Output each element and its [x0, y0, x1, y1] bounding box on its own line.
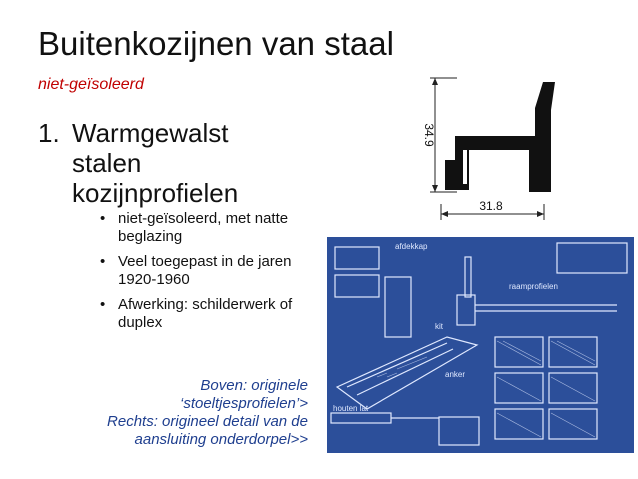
bullet-text: Afwerking: schilderwerk of duplex	[118, 296, 293, 331]
slide-subtitle: niet-geïsoleerd	[38, 76, 144, 93]
blueprint-label: kit	[435, 322, 443, 331]
image-caption	[38, 377, 308, 449]
bullet-dot-icon: •	[100, 296, 106, 313]
caption-line: ‘stoeltjesprofielen’>	[180, 395, 308, 412]
blueprint-label: houten lat	[333, 404, 369, 413]
profile-width-label: 31.8	[479, 199, 503, 213]
blueprint-label: raamprofielen	[509, 282, 558, 291]
blueprint-label: anker	[445, 370, 466, 379]
bullet-dot-icon: •	[100, 253, 106, 270]
caption-line: Rechts: origineel detail van de	[107, 413, 308, 430]
bullet-text: niet-geïsoleerd, met natte beglazing	[118, 210, 289, 245]
steel-profile-drawing	[405, 68, 565, 228]
bullet-text: Veel toegepast in de jaren 1920-1960	[118, 253, 292, 288]
main-point-number: 1.	[38, 118, 60, 148]
caption-line: aansluiting onderdorpel>>	[134, 431, 308, 448]
slide-title: Buitenkozijnen van staal	[38, 25, 394, 62]
bullet-dot-icon: •	[100, 210, 106, 227]
main-point-line: Warmgewalst	[72, 118, 229, 148]
bullet-item	[98, 210, 316, 246]
bullet-item	[98, 253, 316, 289]
bullet-item	[98, 296, 316, 332]
blueprint-detail-image	[327, 237, 634, 453]
main-point-text	[72, 118, 282, 208]
caption-line: Boven: originele	[200, 377, 308, 394]
main-point-line: kozijnprofielen	[72, 178, 239, 208]
main-point-line: stalen	[72, 148, 142, 178]
bullet-list	[98, 210, 316, 339]
blueprint-label: afdekkap	[395, 242, 428, 251]
profile-height-label: 34.9	[422, 123, 436, 147]
